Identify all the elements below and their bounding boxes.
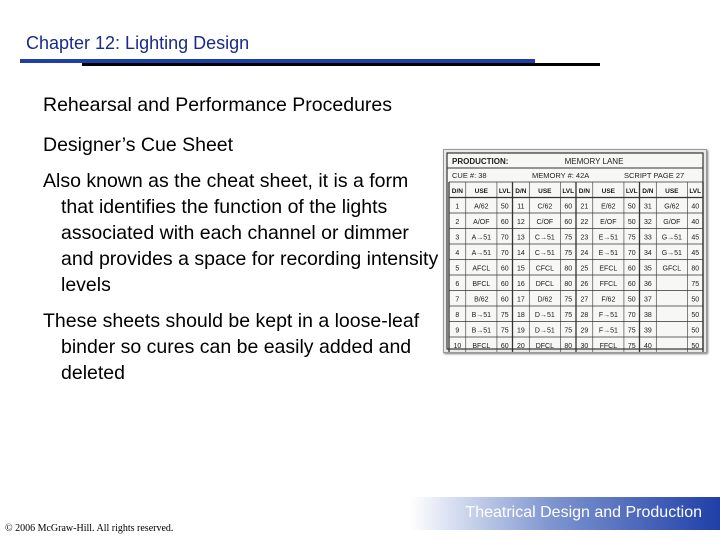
cue-sheet-cell: AFCL bbox=[472, 265, 491, 273]
cue-sheet-cell: 10 bbox=[453, 343, 462, 350]
cue-sheet-cell: 37 bbox=[643, 296, 652, 304]
cue-sheet-cell: 29 bbox=[580, 327, 589, 335]
cue-sheet-cell: B→51 bbox=[471, 327, 492, 335]
cue-sheet-column-header: D/N bbox=[642, 188, 654, 195]
cue-sheet-cell: 1 bbox=[455, 203, 460, 211]
cue-sheet-cell: 50 bbox=[691, 343, 700, 350]
cue-sheet-cell: FFCL bbox=[599, 343, 618, 350]
cue-sheet-memory-number: MEMORY #: 42A bbox=[532, 171, 590, 180]
cue-sheet-cell: 14 bbox=[516, 250, 525, 257]
cue-sheet-cell: 80 bbox=[564, 265, 573, 273]
cue-sheet-cell: 26 bbox=[580, 281, 589, 288]
cue-sheet-cell: 11 bbox=[517, 203, 525, 211]
cue-sheet-cell: 70 bbox=[500, 234, 509, 242]
cue-sheet-cell: BFCL bbox=[472, 281, 491, 288]
bullet-rehearsal-procedures: Rehearsal and Performance Procedures bbox=[43, 94, 393, 116]
cue-sheet-cell: 50 bbox=[627, 296, 636, 304]
cue-sheet-column-header: LVL bbox=[498, 188, 511, 195]
cue-sheet-cell: E/62 bbox=[601, 203, 616, 211]
cue-sheet-cell: 75 bbox=[564, 327, 573, 335]
cue-sheet-cell: 60 bbox=[500, 281, 509, 288]
cue-sheet-cell: 35 bbox=[643, 265, 652, 273]
cue-sheet-cell: 9 bbox=[455, 327, 460, 335]
cue-sheet-cell: 60 bbox=[627, 281, 636, 288]
cue-sheet-cell: 7 bbox=[455, 296, 460, 304]
cue-sheet-cell: D→51 bbox=[534, 312, 555, 319]
cue-sheet-cell: 60 bbox=[564, 203, 573, 211]
cue-sheet-cell: 34 bbox=[643, 250, 652, 257]
cue-sheet-cell: DFCL bbox=[535, 343, 554, 350]
cue-sheet-cell: 30 bbox=[580, 343, 589, 350]
cue-sheet-cell: 40 bbox=[691, 219, 700, 226]
cue-sheet-cell: 21 bbox=[580, 203, 589, 211]
cue-sheet-cell: B→51 bbox=[471, 312, 492, 319]
cue-sheet-column-header: LVL bbox=[625, 188, 638, 195]
cue-sheet-cell: GFCL bbox=[662, 265, 682, 273]
cue-sheet-cell: 80 bbox=[564, 281, 573, 288]
cue-sheet-cell: E→51 bbox=[598, 234, 619, 242]
cue-sheet-cell: 70 bbox=[500, 250, 509, 257]
cue-sheet-script-page: SCRIPT PAGE 27 bbox=[624, 171, 685, 180]
cue-sheet-cell: 60 bbox=[500, 219, 509, 226]
cue-sheet-column-header: LVL bbox=[562, 188, 575, 195]
cue-sheet-cell: 50 bbox=[691, 327, 700, 335]
cue-sheet-cell: 3 bbox=[455, 234, 460, 242]
cue-sheet-cell: 70 bbox=[627, 312, 636, 319]
cue-sheet-cell: 25 bbox=[580, 265, 589, 273]
cue-sheet-cell: C/OF bbox=[536, 219, 554, 226]
cue-sheet-column-header: LVL bbox=[689, 188, 702, 195]
footer-course-title: Theatrical Design and Production bbox=[465, 504, 702, 521]
cue-sheet-cell: E→51 bbox=[598, 250, 619, 257]
cue-sheet-cell: 70 bbox=[627, 250, 636, 257]
cue-sheet-cell: 19 bbox=[516, 327, 525, 335]
cue-sheet-cell: 36 bbox=[643, 281, 652, 288]
cue-sheet-cell: C/62 bbox=[537, 203, 553, 211]
cue-sheet-cell: G→51 bbox=[661, 234, 682, 242]
cue-sheet-production-name: MEMORY LANE bbox=[564, 157, 624, 166]
cue-sheet-cell: D/62 bbox=[537, 296, 553, 304]
cue-sheet-image bbox=[443, 149, 707, 353]
cue-sheet-cell: 60 bbox=[500, 343, 509, 350]
cue-sheet-column-header: USE bbox=[474, 188, 489, 195]
cue-sheet-cell: 75 bbox=[627, 234, 636, 242]
cue-sheet-cell: 16 bbox=[516, 281, 525, 288]
cue-sheet-cell: 27 bbox=[580, 296, 589, 304]
cue-sheet-cell: 75 bbox=[627, 327, 636, 335]
cue-sheet-cell: CFCL bbox=[535, 265, 554, 273]
cue-sheet-cell: E/OF bbox=[600, 219, 617, 226]
cue-sheet-cell: 2 bbox=[455, 219, 460, 226]
cue-sheet-cell: 40 bbox=[643, 343, 652, 350]
cue-sheet-column-header: USE bbox=[601, 188, 616, 195]
cue-sheet-cell: 60 bbox=[500, 265, 509, 273]
cue-sheet-cell: DFCL bbox=[535, 281, 554, 288]
cue-sheet-cell: 31 bbox=[643, 203, 652, 211]
cue-sheet-cell: 33 bbox=[643, 234, 652, 242]
cue-sheet-cell: 75 bbox=[564, 312, 573, 319]
cue-sheet-cell: 75 bbox=[564, 296, 573, 304]
cue-sheet-cell: D→51 bbox=[534, 327, 555, 335]
cue-sheet-cell: 28 bbox=[580, 312, 589, 319]
cue-sheet-cell: 75 bbox=[564, 234, 573, 242]
cue-sheet-cell: 50 bbox=[500, 203, 509, 211]
cue-sheet-cell: 45 bbox=[691, 250, 700, 257]
header-rule-black bbox=[82, 63, 600, 66]
cue-sheet-cell: F/62 bbox=[601, 296, 616, 304]
cue-sheet-cell: 23 bbox=[580, 234, 589, 242]
cue-sheet-cell: 45 bbox=[691, 234, 700, 242]
cue-sheet-cell: C→51 bbox=[534, 234, 555, 242]
cue-sheet-cell: A/62 bbox=[474, 203, 489, 211]
cue-sheet-cell: 6 bbox=[455, 281, 460, 288]
cue-sheet-cell: 60 bbox=[500, 296, 509, 304]
cue-sheet-cell: G/62 bbox=[664, 203, 680, 211]
cue-sheet-cell: 80 bbox=[564, 343, 573, 350]
cue-sheet-cell: 50 bbox=[627, 219, 636, 226]
cue-sheet-cell: F→51 bbox=[598, 312, 618, 319]
cue-sheet-cue-number: CUE #: 38 bbox=[452, 171, 487, 180]
chapter-title: Chapter 12: Lighting Design bbox=[26, 33, 250, 53]
cue-sheet-cell: 5 bbox=[455, 265, 460, 273]
cue-sheet-cell: 4 bbox=[455, 250, 460, 257]
cue-sheet-cell: G/OF bbox=[663, 219, 681, 226]
cue-sheet-column-header: USE bbox=[665, 188, 679, 195]
bullet-cue-sheet: Designer’s Cue Sheet bbox=[43, 134, 234, 156]
cue-sheet-cell: 20 bbox=[516, 343, 525, 350]
cue-sheet-cell: 24 bbox=[580, 250, 589, 257]
cue-sheet-column-header: USE bbox=[538, 188, 552, 195]
cue-sheet-cell: EFCL bbox=[599, 265, 618, 273]
cue-sheet-drawing bbox=[444, 150, 706, 352]
cue-sheet-cell: 50 bbox=[691, 312, 700, 319]
cue-sheet-column-header: D/N bbox=[578, 188, 590, 195]
cue-sheet-cell: C→51 bbox=[534, 250, 555, 257]
cue-sheet-cell: B/62 bbox=[474, 296, 489, 304]
cue-sheet-cell: 75 bbox=[500, 327, 509, 335]
cue-sheet-cell: 60 bbox=[627, 265, 636, 273]
cue-sheet-cell: 80 bbox=[691, 265, 700, 273]
cue-sheet-cell: 40 bbox=[691, 203, 700, 211]
cue-sheet-cell: 32 bbox=[643, 219, 652, 226]
bullet-binder-note: These sheets should be kept in a loose-leaf binder so cures can be easily added and deleted bbox=[43, 310, 420, 384]
cue-sheet-cell: G→51 bbox=[661, 250, 682, 257]
cue-sheet-cell: 75 bbox=[500, 312, 509, 319]
cue-sheet-cell: 50 bbox=[691, 296, 700, 304]
cue-sheet-cell: 22 bbox=[580, 219, 589, 226]
cue-sheet-cell: 17 bbox=[516, 296, 525, 304]
cue-sheet-cell: A→51 bbox=[471, 234, 492, 242]
cue-sheet-column-header: D/N bbox=[515, 188, 527, 195]
cue-sheet-cell: 13 bbox=[516, 234, 525, 242]
cue-sheet-cell: FFCL bbox=[599, 281, 618, 288]
cue-sheet-cell: 75 bbox=[564, 250, 573, 257]
cue-sheet-cell: A→51 bbox=[471, 250, 492, 257]
cue-sheet-cell: 75 bbox=[627, 343, 636, 350]
bullet-list bbox=[43, 92, 443, 396]
cue-sheet-production-label: PRODUCTION: bbox=[452, 157, 509, 166]
bullet-cheat-sheet-definition: Also known as the cheat sheet, it is a form that identifies the function of the lights associated with each channel or dimmer and provides a space for recording intensity levels bbox=[43, 170, 439, 296]
cue-sheet-cell: 38 bbox=[643, 312, 652, 319]
cue-sheet-cell: 75 bbox=[691, 281, 700, 288]
cue-sheet-cell: 18 bbox=[516, 312, 525, 319]
cue-sheet-cell: 39 bbox=[643, 327, 652, 335]
cue-sheet-cell: 8 bbox=[455, 312, 460, 319]
copyright-notice: © 2006 McGraw-Hill. All rights reserved. bbox=[5, 523, 174, 534]
cue-sheet-cell: 50 bbox=[627, 203, 636, 211]
cue-sheet-cell: 15 bbox=[516, 265, 525, 273]
cue-sheet-cell: BFCL bbox=[472, 343, 491, 350]
cue-sheet-column-header: D/N bbox=[451, 188, 463, 195]
cue-sheet-cell: F→51 bbox=[598, 327, 618, 335]
cue-sheet-cell: 12 bbox=[516, 219, 525, 226]
cue-sheet-cell: 60 bbox=[564, 219, 573, 226]
cue-sheet-cell: A/OF bbox=[473, 219, 490, 226]
